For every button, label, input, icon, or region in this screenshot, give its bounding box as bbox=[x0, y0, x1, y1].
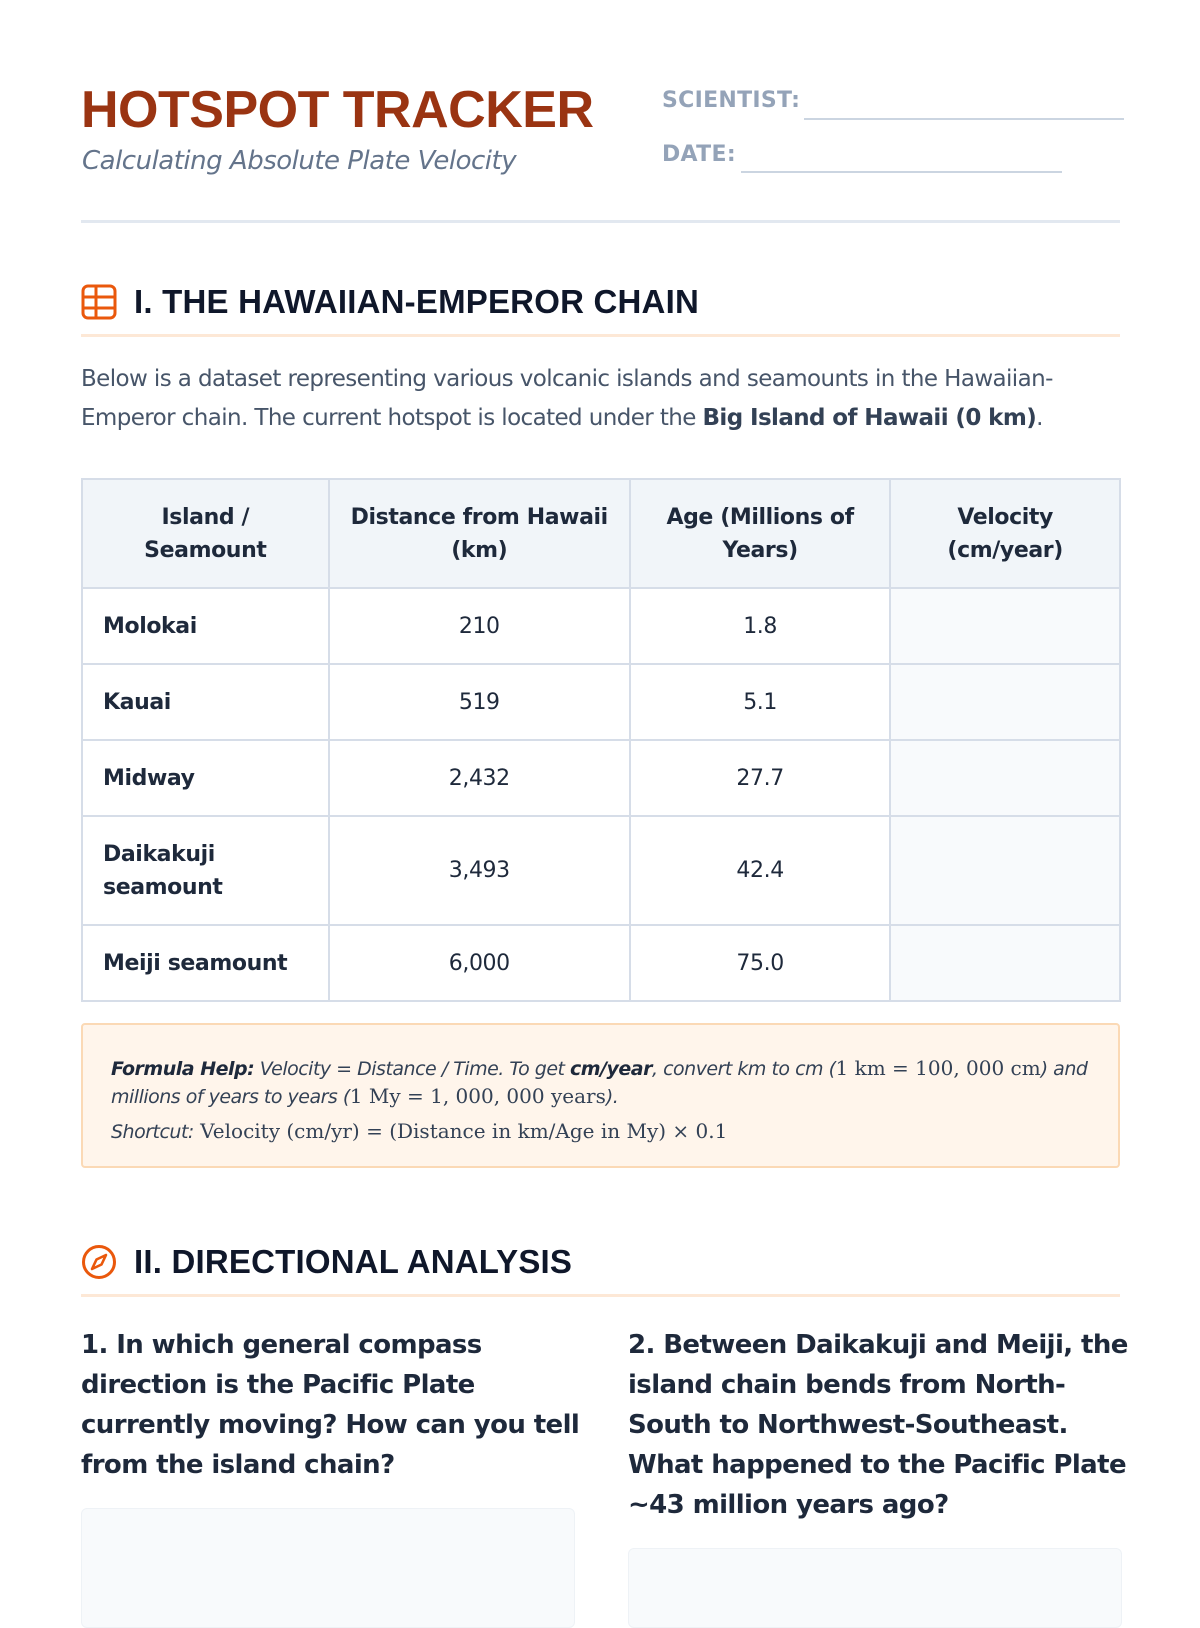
formula-text: , convert km to cm ( bbox=[652, 1058, 836, 1080]
formula-label: Formula Help: bbox=[111, 1058, 255, 1080]
formula-help-box bbox=[81, 1023, 1120, 1168]
distance-value: 2,432 bbox=[329, 740, 630, 816]
distance-value: 6,000 bbox=[329, 925, 630, 1001]
intro-text: Below is a dataset representing various volcanic islands and seamounts in the Hawaiian-Emperor chain. The current hotspot is located under the bbox=[81, 366, 1053, 431]
question-2: 2. Between Daikakuji and Meiji, the island chain bends from North-South to Northwest-Southeast. What happened to the Pacific Plate ~43 million years ago? bbox=[628, 1330, 1128, 1520]
age-value: 27.7 bbox=[630, 740, 890, 816]
velocity-input[interactable] bbox=[890, 588, 1120, 664]
formula-text: millions of years to years ( bbox=[111, 1086, 350, 1108]
intro-bold: Big Island of Hawaii (0 km) bbox=[702, 405, 1037, 431]
island-name: Kauai bbox=[82, 664, 329, 740]
distance-value: 3,493 bbox=[329, 816, 630, 925]
formula-text: ). bbox=[605, 1086, 619, 1108]
formula-math: 1 My = 1, 000, 000 years bbox=[349, 1084, 606, 1108]
shortcut-math: Velocity (cm/yr) = (Distance in km/Age in My) × 0.1 bbox=[193, 1119, 728, 1143]
age-value: 1.8 bbox=[630, 588, 890, 664]
header-island: Island / Seamount bbox=[82, 479, 329, 588]
age-value: 5.1 bbox=[630, 664, 890, 740]
table-row bbox=[82, 816, 1120, 925]
formula-text: Velocity = Distance / Time. To get bbox=[254, 1058, 571, 1080]
table-row bbox=[82, 740, 1120, 816]
answer-box-2[interactable] bbox=[628, 1548, 1122, 1628]
velocity-input[interactable] bbox=[890, 816, 1120, 925]
island-name: Midway bbox=[82, 740, 329, 816]
distance-value: 519 bbox=[329, 664, 630, 740]
compass-icon bbox=[81, 1244, 117, 1280]
section-2-title: II. DIRECTIONAL ANALYSIS bbox=[134, 1243, 573, 1280]
formula-math: 1 km = 100, 000 cm bbox=[835, 1056, 1041, 1080]
answer-box-1[interactable] bbox=[81, 1508, 575, 1628]
formula-text: ) and bbox=[1040, 1058, 1088, 1080]
island-data-table bbox=[81, 478, 1121, 1002]
scientist-label: SCIENTIST: bbox=[662, 88, 801, 113]
formula-unit: cm/year bbox=[570, 1058, 652, 1080]
intro-end: . bbox=[1036, 405, 1043, 431]
table-header-row bbox=[82, 479, 1120, 588]
age-value: 75.0 bbox=[630, 925, 890, 1001]
section-1-heading bbox=[81, 280, 1120, 337]
island-name: Daikakuji seamount bbox=[82, 816, 329, 925]
formula-shortcut bbox=[111, 1118, 1091, 1146]
section-2-heading bbox=[81, 1240, 1120, 1297]
age-value: 42.4 bbox=[630, 816, 890, 925]
intro-paragraph bbox=[81, 360, 1101, 438]
page-subtitle: Calculating Absolute Plate Velocity bbox=[82, 146, 517, 176]
island-name: Meiji seamount bbox=[82, 925, 329, 1001]
table-icon bbox=[81, 284, 117, 320]
formula-line-2 bbox=[111, 1083, 1091, 1111]
header-divider bbox=[81, 220, 1120, 223]
date-label: DATE: bbox=[662, 142, 736, 167]
question-1: 1. In which general compass direction is the Pacific Plate currently moving? How can you tell from the island chain? bbox=[81, 1330, 580, 1480]
formula-line-1 bbox=[111, 1055, 1091, 1083]
scientist-field[interactable] bbox=[804, 118, 1124, 120]
page-title: HOTSPOT TRACKER bbox=[81, 81, 594, 139]
header-age: Age (Millions of Years) bbox=[630, 479, 890, 588]
distance-value: 210 bbox=[329, 588, 630, 664]
velocity-input[interactable] bbox=[890, 664, 1120, 740]
velocity-input[interactable] bbox=[890, 925, 1120, 1001]
island-name: Molokai bbox=[82, 588, 329, 664]
table-row bbox=[82, 925, 1120, 1001]
date-field[interactable] bbox=[741, 171, 1062, 173]
table-row bbox=[82, 664, 1120, 740]
header-distance: Distance from Hawaii (km) bbox=[329, 479, 630, 588]
shortcut-label: Shortcut: bbox=[111, 1121, 194, 1143]
table-row bbox=[82, 588, 1120, 664]
header-velocity: Velocity (cm/year) bbox=[890, 479, 1120, 588]
section-1-title: I. THE HAWAIIAN-EMPEROR CHAIN bbox=[134, 283, 699, 320]
velocity-input[interactable] bbox=[890, 740, 1120, 816]
